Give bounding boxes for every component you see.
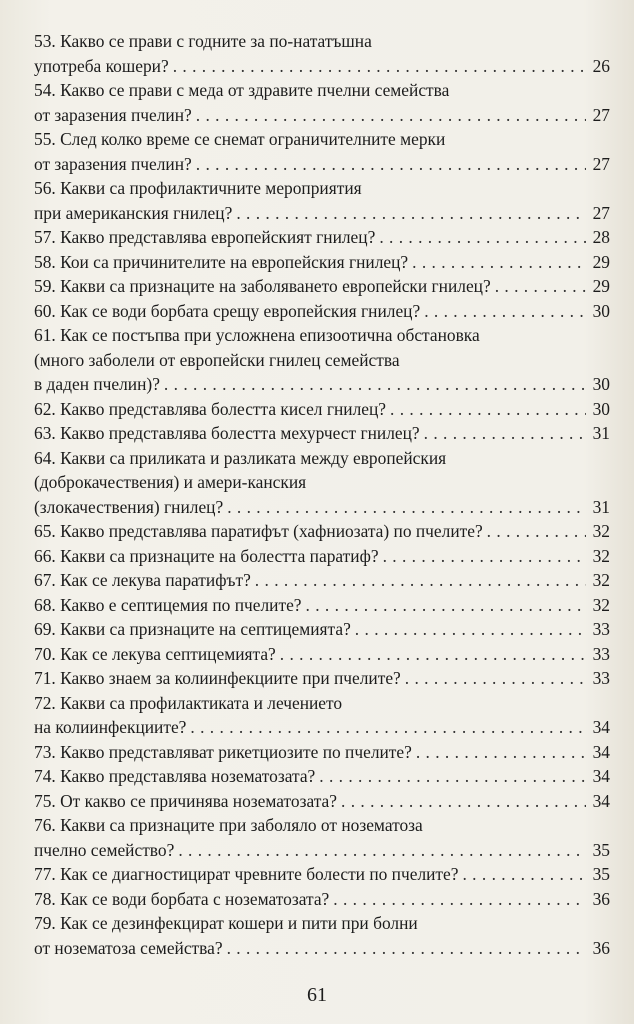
toc-entry-title-line: в даден пчелин)? [34,374,160,394]
toc-entry-title-line: от нозематоза семейства? [34,937,223,958]
page-number: 61 [307,984,327,1006]
dot-leader [424,421,586,446]
toc-page-number: 34 [592,741,610,762]
toc-entry-last-line [34,372,610,397]
toc-entry-last-line [34,54,610,79]
toc-entry-title-line: 58. Кои са причинителите на европейския гнилец? [34,251,409,272]
toc-entry [34,250,610,275]
dot-leader [190,715,586,740]
toc-entry-last-line [34,299,610,324]
dot-leader [227,495,586,520]
toc-entry [34,78,610,127]
toc-page-number: 34 [592,790,610,811]
table-of-contents [34,29,610,960]
dot-leader [487,519,586,544]
toc-entry-last-line [34,666,610,691]
toc-entry-title-line: 63. Какво представлява болестта мехурчест гнилец? [34,423,420,443]
dot-leader [355,617,586,642]
dot-leader [405,666,586,691]
dot-leader [341,789,586,814]
toc-entry [34,862,610,887]
toc-entry-last-line [34,201,610,226]
toc-entry-title-line: 55. След колко време се снемат ограничителните мерки [34,129,446,149]
toc-page-number: 29 [592,276,610,296]
toc-page-number: 29 [592,251,610,272]
toc-entry [34,274,610,299]
toc-entry-title-line: 78. Как се води борбата с нозематозата? [34,888,330,909]
toc-entry [34,642,610,667]
dot-leader [280,642,586,667]
toc-page-number: 36 [592,888,610,909]
toc-page-number: 35 [592,864,610,884]
toc-page-number: 32 [592,570,610,590]
toc-entry-title-line: 53. Какво се прави с годните за по-нататъшна [34,31,372,51]
toc-entry-last-line [34,838,610,863]
dot-leader [379,225,586,250]
toc-page-number: 33 [592,668,610,688]
toc-entry-title-line: (злокачествения) гнилец? [34,496,224,517]
toc-entry [34,764,610,789]
toc-page-number: 33 [592,619,610,639]
toc-entry [34,593,610,618]
toc-page-number: 32 [592,521,610,541]
toc-entry-title-line: 68. Какво е септицемия по пчелите? [34,594,302,615]
toc-entry-last-line [34,152,610,177]
toc-entry-title-line: 69. Какви са признаците на септицемията? [34,619,351,639]
toc-entry-last-line [34,789,610,814]
toc-entry [34,911,610,960]
toc-page-number: 34 [592,766,610,786]
toc-entry-title-line: 59. Какви са признаците на заболяването европейски гнилец? [34,276,491,296]
dot-leader [196,103,586,128]
toc-page-number: 31 [592,496,610,517]
toc-entry-title-line: от заразения пчелин? [34,153,192,174]
toc-entry-title-line: (доброкачествения) и амери-канския [34,472,307,492]
toc-entry-title-line: употреба кошери? [34,55,169,76]
toc-entry-last-line [34,103,610,128]
toc-entry [34,127,610,176]
toc-entry [34,299,610,324]
dot-leader [333,887,586,912]
toc-page-number: 27 [592,202,610,223]
toc-entry-title-line: 70. Как се лекува септицемията? [34,643,276,664]
toc-entry [34,519,610,544]
toc-page-number: 30 [592,374,610,394]
toc-entry-title-line: (много заболели от европейски гнилец семейства [34,349,400,370]
toc-entry [34,323,610,397]
toc-page-number: 26 [592,55,610,76]
toc-page-number: 35 [592,839,610,860]
toc-entry-title-line: от заразения пчелин? [34,104,192,125]
toc-entry-title-line: 67. Как се лекува паратифът? [34,570,251,590]
toc-entry-last-line [34,936,610,961]
toc-entry-last-line [34,593,610,618]
dot-leader [390,397,586,422]
toc-entry-title-line: 77. Как се диагностицират чревните болести по пчелите? [34,864,459,884]
toc-entry-title-line: пчелно семейство? [34,839,175,860]
dot-leader [164,372,586,397]
toc-entry [34,691,610,740]
toc-page-number: 28 [592,227,610,247]
toc-entry [34,29,610,78]
toc-entry-last-line [34,862,610,887]
toc-entry [34,225,610,250]
toc-entry [34,544,610,569]
toc-entry-last-line [34,519,610,544]
toc-page-number: 36 [592,937,610,958]
toc-entry [34,666,610,691]
toc-entry-title-line: 74. Какво представлява нозематозата? [34,766,316,786]
toc-entry-last-line [34,544,610,569]
dot-leader [383,544,586,569]
toc-entry-last-line [34,642,610,667]
toc-page-number: 30 [592,300,610,321]
dot-leader [416,740,586,765]
toc-entry-title-line: 79. Как се дезинфекцират кошери и пити при болни [34,913,418,933]
dot-leader [236,201,586,226]
dot-leader [173,54,586,79]
toc-page-number: 32 [592,545,610,566]
toc-entry-last-line [34,421,610,446]
toc-entry-title-line: 76. Какви са признаците при заболяло от нозематоза [34,815,423,835]
toc-entry-title-line: 71. Какво знаем за колиинфекциите при пчелите? [34,668,401,688]
toc-entry-last-line [34,715,610,740]
toc-entry-last-line [34,250,610,275]
toc-entry-title-line: на колиинфекциите? [34,717,187,737]
toc-page-number: 27 [592,104,610,125]
toc-entry [34,176,610,225]
dot-leader [462,862,586,887]
toc-entry-title-line: 56. Какви са профилактичните мероприятия [34,178,362,198]
toc-entry [34,568,610,593]
toc-entry [34,789,610,814]
toc-entry-last-line [34,764,610,789]
toc-page-number: 34 [592,717,610,737]
toc-entry-title-line: 61. Как се постъпва при усложнена епизоотична обстановка [34,325,480,345]
toc-entry-title-line: 64. Какви са приликата и разликата между европейския [34,447,447,468]
toc-entry-last-line [34,495,610,520]
toc-entry [34,813,610,862]
toc-entry [34,446,610,520]
dot-leader [255,568,586,593]
toc-entry-title-line: 66. Какви са признаците на болестта паратиф? [34,545,379,566]
toc-page-number: 32 [592,594,610,615]
toc-entry-title-line: 60. Как се води борбата срещу европейския гнилец? [34,300,421,321]
toc-entry-title-line: 73. Какво представляват рикетциозите по пчелите? [34,741,412,762]
toc-entry [34,397,610,422]
toc-entry-last-line [34,887,610,912]
dot-leader [424,299,586,324]
toc-entry-title-line: 54. Какво се прави с меда от здравите пчелни семейства [34,80,450,100]
toc-page-number: 27 [592,153,610,174]
toc-entry-title-line: 72. Какви са профилактиката и лечението [34,692,343,713]
toc-entry [34,421,610,446]
toc-entry-last-line [34,740,610,765]
toc-entry-title-line: при американския гнилец? [34,202,233,223]
dot-leader [227,936,586,961]
toc-page-number: 33 [592,643,610,664]
toc-entry-last-line [34,225,610,250]
toc-entry-last-line [34,568,610,593]
dot-leader [319,764,586,789]
dot-leader [495,274,586,299]
toc-entry-last-line [34,617,610,642]
toc-entry-last-line [34,274,610,299]
toc-entry-title-line: 65. Какво представлява паратифът (хафниозата) по пчелите? [34,521,483,541]
toc-page-number: 30 [592,398,610,419]
dot-leader [178,838,586,863]
toc-entry-title-line: 57. Какво представлява европейският гнилец? [34,227,376,247]
toc-entry-title-line: 62. Какво представлява болестта кисел гнилец? [34,398,386,419]
toc-entry-last-line [34,397,610,422]
dot-leader [412,250,586,275]
dot-leader [196,152,586,177]
toc-page-number: 31 [592,423,610,443]
dot-leader [306,593,586,618]
toc-entry [34,887,610,912]
toc-entry [34,740,610,765]
toc-entry [34,617,610,642]
toc-entry-title-line: 75. От какво се причинява нозематозата? [34,790,337,811]
